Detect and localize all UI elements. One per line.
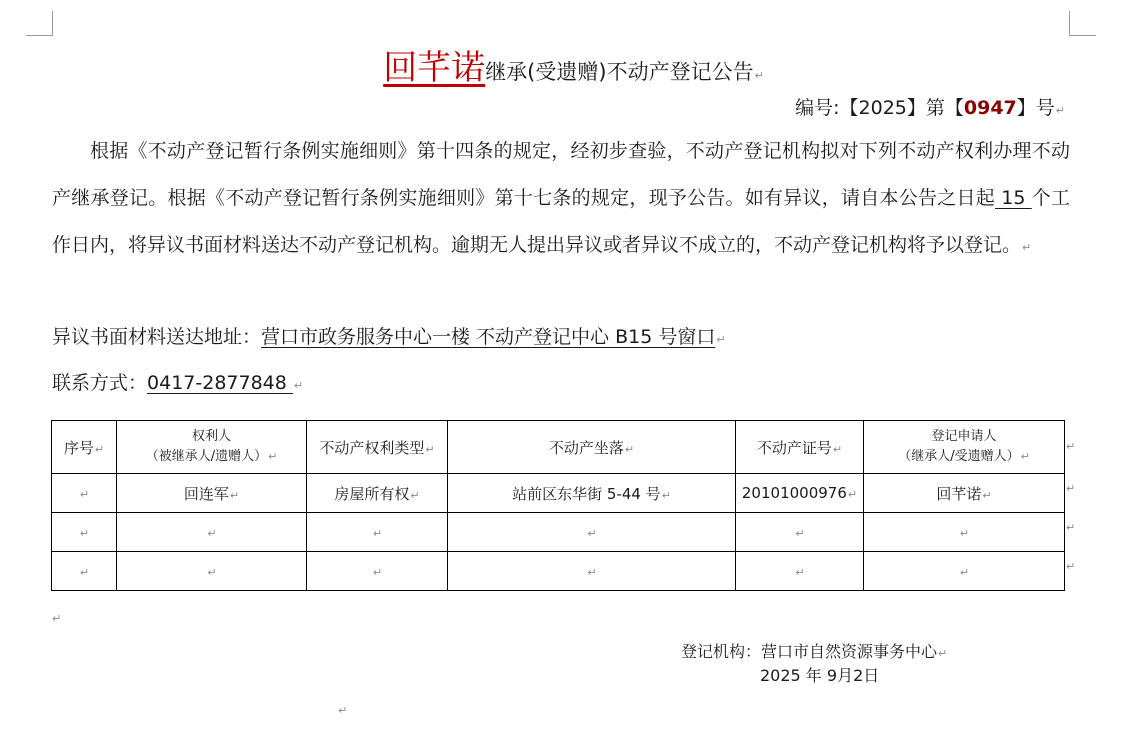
cell-holder: ↵ bbox=[117, 513, 307, 552]
paragraph-mark-icon: ↵ bbox=[938, 647, 948, 660]
address-label: 异议书面材料送达地址： bbox=[52, 326, 262, 348]
cell-holder: ↵ bbox=[117, 552, 307, 591]
cell-seq: ↵ bbox=[52, 474, 117, 513]
body-text-part1: 根据《不动产登记暂行条例实施细则》第十四条的规定，经初步查验，不动产登记机构拟对下列不动产权利办理不动产继承登记。根据《不动产登记暂行条例实施细则》第十七条的规定，现予公告。如有异议，请自本公告之日起 bbox=[52, 140, 1070, 209]
cell-location: 站前区东华街 5-44 号↵ bbox=[448, 474, 736, 513]
row-end-mark-icon: ↵ bbox=[1066, 521, 1076, 534]
row-end-mark-icon: ↵ bbox=[1066, 482, 1076, 495]
doc-number-prefix: 编号:【2025】第【 bbox=[795, 97, 964, 119]
header-location: 不动产坐落↵ bbox=[448, 421, 736, 474]
table-row bbox=[52, 513, 1065, 552]
cell-seq: ↵ bbox=[52, 513, 117, 552]
contact-line bbox=[52, 368, 303, 395]
doc-number-suffix: 】号 bbox=[1016, 97, 1055, 119]
cell-seq: ↵ bbox=[52, 552, 117, 591]
cell-applicant: ↵ bbox=[864, 513, 1065, 552]
authority-name: 营口市自然资源事务中心 bbox=[761, 642, 938, 661]
cell-cert: ↵ bbox=[736, 513, 864, 552]
cell-type: 房屋所有权↵ bbox=[307, 474, 448, 513]
table-row bbox=[52, 552, 1065, 591]
cell-cert: ↵ bbox=[736, 552, 864, 591]
address-line bbox=[52, 322, 726, 349]
address-value: 营口市政务服务中心一楼 不动产登记中心 B15 号窗口 bbox=[261, 326, 716, 348]
table-row bbox=[52, 474, 1065, 513]
paragraph-mark-icon: ↵ bbox=[1055, 104, 1065, 117]
cell-applicant: 回芊诺↵ bbox=[864, 474, 1065, 513]
header-cert-number: 不动产证号↵ bbox=[736, 421, 864, 474]
paragraph-mark-icon: ↵ bbox=[52, 612, 62, 625]
page-corner-mark-top-right bbox=[1069, 11, 1096, 36]
cell-location: ↵ bbox=[448, 552, 736, 591]
cell-applicant: ↵ bbox=[864, 552, 1065, 591]
title-text: 继承(受遗赠)不动产登记公告 bbox=[485, 60, 754, 84]
cell-location: ↵ bbox=[448, 513, 736, 552]
paragraph-mark-icon: ↵ bbox=[1022, 241, 1032, 254]
announcement-body bbox=[52, 128, 1070, 271]
paragraph-mark-icon: ↵ bbox=[338, 704, 348, 717]
contact-phone: 0417-2877848 bbox=[147, 372, 293, 394]
header-seq: 序号↵ bbox=[52, 421, 117, 474]
document-title bbox=[0, 40, 1147, 89]
body-text-part2: 个工作日内，将异议书面材料送达不动产登记机构。逾期无人提出异议或者异议不成立的，不动产登记机构将予以登记。 bbox=[52, 187, 1070, 256]
objection-days: 15 bbox=[994, 187, 1032, 209]
registration-authority bbox=[681, 639, 947, 662]
header-right-type: 不动产权利类型↵ bbox=[307, 421, 448, 474]
row-end-mark-icon: ↵ bbox=[1066, 560, 1076, 573]
row-end-mark-icon: ↵ bbox=[1066, 440, 1076, 453]
paragraph-mark-icon: ↵ bbox=[716, 333, 726, 346]
announcement-date: 2025 年 9月2日 bbox=[760, 666, 880, 685]
authority-label: 登记机构： bbox=[681, 642, 762, 661]
property-table bbox=[51, 420, 1065, 591]
cell-holder: 回连军↵ bbox=[117, 474, 307, 513]
header-holder: 权利人 （被继承人/遗赠人）↵ bbox=[117, 421, 307, 474]
table-header-row bbox=[52, 421, 1065, 474]
doc-number-value: 0947 bbox=[963, 97, 1017, 119]
cell-cert: 20101000976↵ bbox=[736, 474, 864, 513]
title-heir-name: 回芊诺 bbox=[383, 48, 486, 88]
paragraph-mark-icon: ↵ bbox=[293, 379, 304, 392]
cell-type: ↵ bbox=[307, 513, 448, 552]
document-number bbox=[795, 93, 1065, 120]
paragraph-mark-icon: ↵ bbox=[754, 69, 764, 82]
cell-type: ↵ bbox=[307, 552, 448, 591]
contact-label: 联系方式： bbox=[52, 372, 148, 394]
header-applicant: 登记申请人 （继承人/受遗赠人）↵ bbox=[864, 421, 1065, 474]
page-corner-mark-top-left bbox=[26, 11, 53, 36]
